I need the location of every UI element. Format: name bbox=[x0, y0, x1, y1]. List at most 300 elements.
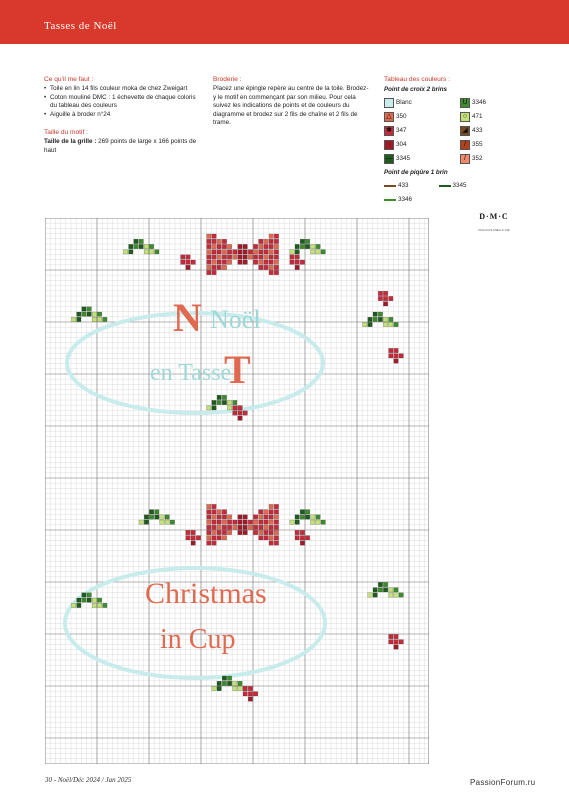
leaf-stitch bbox=[373, 588, 377, 592]
embroidery-column bbox=[213, 76, 369, 127]
leaf-stitch bbox=[378, 582, 382, 586]
leaf-stitch bbox=[77, 598, 81, 602]
swatch-row bbox=[384, 126, 460, 137]
bow-stitch bbox=[269, 265, 273, 269]
leaf-stitch bbox=[227, 400, 231, 404]
leaf-stitch bbox=[144, 520, 148, 524]
swatch-row bbox=[460, 154, 530, 165]
bow-stitch bbox=[207, 270, 211, 274]
bow-stitch bbox=[233, 525, 237, 529]
leaf-stitch bbox=[222, 676, 226, 680]
bow-stitch bbox=[212, 504, 216, 508]
leaf-stitch bbox=[212, 686, 216, 690]
swatch-label: 3345 bbox=[396, 155, 411, 163]
leaf-stitch bbox=[295, 244, 299, 248]
berry-stitch bbox=[295, 260, 299, 264]
leaf-stitch bbox=[71, 603, 75, 607]
bow-stitch bbox=[264, 260, 268, 264]
bow-stitch bbox=[222, 530, 226, 534]
bow-stitch bbox=[248, 525, 252, 529]
bow-stitch bbox=[259, 255, 263, 259]
berry-stitch bbox=[383, 291, 387, 295]
leaf-stitch bbox=[373, 312, 377, 316]
berry-stitch bbox=[191, 536, 195, 540]
berry-stitch bbox=[300, 260, 304, 264]
leaf-stitch bbox=[383, 588, 387, 592]
bow-stitch bbox=[207, 536, 211, 540]
bow-stitch bbox=[217, 520, 221, 524]
bow-stitch bbox=[217, 265, 221, 269]
light-green-swatch-icon: ○ bbox=[460, 112, 470, 122]
page-title: Tasses de Noël bbox=[44, 20, 117, 32]
bow-stitch bbox=[264, 250, 268, 254]
bow-stitch bbox=[269, 255, 273, 259]
berry-stitch bbox=[295, 255, 299, 259]
bow-stitch bbox=[212, 250, 216, 254]
berry-stitch bbox=[233, 411, 237, 415]
script-noel: Noël bbox=[210, 305, 261, 334]
leaf-stitch bbox=[155, 510, 159, 514]
chart-svg bbox=[45, 218, 429, 764]
berry-stitch bbox=[399, 640, 403, 644]
bow-stitch bbox=[207, 515, 211, 519]
bow-stitch bbox=[259, 260, 263, 264]
materials-column bbox=[44, 76, 204, 155]
leaf-stitch bbox=[92, 603, 96, 607]
berry-stitch bbox=[305, 536, 309, 540]
bow-stitch bbox=[222, 250, 226, 254]
berry-stitch bbox=[238, 411, 242, 415]
berry-stitch bbox=[248, 692, 252, 696]
bow-stitch bbox=[212, 515, 216, 519]
leaf-stitch bbox=[394, 593, 398, 597]
bow-stitch bbox=[212, 260, 216, 264]
leaf-stitch bbox=[103, 603, 107, 607]
bow-stitch bbox=[238, 255, 242, 259]
leaf-stitch bbox=[290, 520, 294, 524]
brown-swatch-icon: ◢ bbox=[460, 126, 470, 136]
bow-stitch bbox=[264, 536, 268, 540]
bow-stitch bbox=[269, 244, 273, 248]
bow-stitch bbox=[217, 260, 221, 264]
materials-title: Ce qu'il me faut : bbox=[44, 76, 94, 83]
coral-swatch-icon: △ bbox=[384, 112, 394, 122]
leaf-stitch bbox=[383, 582, 387, 586]
backstitch-row-1 bbox=[384, 180, 534, 191]
bow-stitch bbox=[264, 255, 268, 259]
bow-stitch bbox=[207, 510, 211, 514]
bow-stitch bbox=[207, 530, 211, 534]
bow-stitch bbox=[269, 234, 273, 238]
bow-stitch bbox=[217, 530, 221, 534]
embroidery-text: Placez une épingle repère au centre de la toile. Brodez-y le motif en commençant par son milieu. Pour cela suivez les indications de points et de couleurs du diagramme et brodez sur 2 fils de chaîne et 2 fils de trame. bbox=[213, 85, 369, 127]
bow-stitch bbox=[269, 504, 273, 508]
bow-stitch bbox=[243, 520, 247, 524]
leaf-stitch bbox=[316, 515, 320, 519]
bow-stitch bbox=[264, 510, 268, 514]
bow-stitch bbox=[274, 520, 278, 524]
leaf-stitch bbox=[97, 312, 101, 316]
dmc-logo bbox=[470, 212, 518, 238]
bow-stitch bbox=[222, 265, 226, 269]
bow-stitch bbox=[259, 530, 263, 534]
bow-stitch bbox=[259, 520, 263, 524]
berry-stitch bbox=[238, 416, 242, 420]
materials-item: • Aiguille à broder n°24 bbox=[44, 111, 204, 119]
script-christmas: Christmas bbox=[145, 577, 267, 610]
bow-stitch bbox=[217, 510, 221, 514]
bow-stitch bbox=[207, 525, 211, 529]
bow-stitch bbox=[253, 250, 257, 254]
leaf-stitch bbox=[71, 317, 75, 321]
bow-stitch bbox=[212, 239, 216, 243]
leaf-stitch bbox=[368, 593, 372, 597]
berry-stitch bbox=[248, 697, 252, 701]
berry-stitch bbox=[383, 302, 387, 306]
bow-stitch bbox=[243, 260, 247, 264]
bow-stitch bbox=[207, 255, 211, 259]
bow-stitch bbox=[227, 520, 231, 524]
bow-stitch bbox=[253, 260, 257, 264]
berry-stitch bbox=[233, 406, 237, 410]
bow-stitch bbox=[212, 510, 216, 514]
berry-stitch bbox=[238, 406, 242, 410]
cross-stitch-title: Point de croix 2 brins bbox=[384, 86, 447, 94]
bow-stitch bbox=[274, 239, 278, 243]
bow-stitch bbox=[217, 525, 221, 529]
bow-stitch bbox=[253, 515, 257, 519]
big-letter-n: N bbox=[173, 295, 202, 340]
leaf-stitch bbox=[77, 317, 81, 321]
leaf-stitch bbox=[300, 510, 304, 514]
leaf-stitch bbox=[321, 520, 325, 524]
leaf-stitch bbox=[378, 588, 382, 592]
leaf-stitch bbox=[378, 317, 382, 321]
leaf-stitch bbox=[139, 244, 143, 248]
leaf-stitch bbox=[389, 593, 393, 597]
grid-size-label: Taille de la grille : bbox=[44, 138, 97, 146]
leaf-stitch bbox=[233, 686, 237, 690]
bow-stitch bbox=[274, 250, 278, 254]
leaf-stitch bbox=[290, 250, 294, 254]
berry-stitch bbox=[394, 640, 398, 644]
leaf-stitch bbox=[368, 317, 372, 321]
berry-stitch bbox=[383, 296, 387, 300]
bow-stitch bbox=[207, 244, 211, 248]
leaf-stitch bbox=[389, 322, 393, 326]
bow-stitch bbox=[253, 525, 257, 529]
leaf-stitch bbox=[134, 239, 138, 243]
leaf-stitch bbox=[165, 520, 169, 524]
dark-green-swatch-icon: U bbox=[460, 98, 470, 108]
berry-stitch bbox=[243, 686, 247, 690]
backstitch-line bbox=[439, 185, 451, 187]
backstitch-label: 3345 bbox=[452, 181, 467, 189]
bow-stitch bbox=[212, 541, 216, 545]
leaf-stitch bbox=[82, 307, 86, 311]
bow-stitch bbox=[238, 244, 242, 248]
leaf-stitch bbox=[87, 598, 91, 602]
swatch-row bbox=[460, 98, 530, 109]
leaf-stitch bbox=[311, 244, 315, 248]
bow-stitch bbox=[269, 239, 273, 243]
bow-stitch bbox=[264, 265, 268, 269]
bow-stitch bbox=[227, 525, 231, 529]
berry-stitch bbox=[399, 354, 403, 358]
footer-issue: 30 - Noël/Déc 2024 / Jan 2025 bbox=[45, 776, 132, 784]
bow-stitch bbox=[227, 244, 231, 248]
leaf-stitch bbox=[305, 515, 309, 519]
berry-stitch bbox=[295, 536, 299, 540]
bow-stitch bbox=[274, 530, 278, 534]
bow-stitch bbox=[264, 239, 268, 243]
bow-stitch bbox=[264, 244, 268, 248]
leaf-stitch bbox=[97, 603, 101, 607]
leaf-stitch bbox=[92, 598, 96, 602]
berry-stitch bbox=[191, 530, 195, 534]
grid-size bbox=[44, 138, 204, 155]
bow-stitch bbox=[217, 244, 221, 248]
dark-red-swatch-icon: · bbox=[384, 140, 394, 150]
leaf-stitch bbox=[238, 681, 242, 685]
bow-stitch bbox=[238, 515, 242, 519]
leaf-stitch bbox=[129, 250, 133, 254]
bow-stitch bbox=[212, 525, 216, 529]
leaf-stitch bbox=[165, 515, 169, 519]
swatch-row bbox=[384, 112, 460, 123]
berry-stitch bbox=[196, 536, 200, 540]
leaf-stitch bbox=[222, 681, 226, 685]
bow-stitch bbox=[217, 250, 221, 254]
leaf-stitch bbox=[103, 317, 107, 321]
leaf-stitch bbox=[316, 244, 320, 248]
bow-stitch bbox=[212, 270, 216, 274]
big-letter-t: T bbox=[224, 347, 251, 392]
leaf-stitch bbox=[305, 510, 309, 514]
berry-stitch bbox=[300, 541, 304, 545]
swatch-label: 433 bbox=[472, 127, 483, 135]
backstitch-label: 3346 bbox=[398, 195, 413, 203]
berry-stitch bbox=[186, 536, 190, 540]
bow-stitch bbox=[259, 510, 263, 514]
bow-stitch bbox=[274, 510, 278, 514]
backstitch-title: Point de piqûre 1 brin bbox=[384, 168, 448, 176]
bow-stitch bbox=[217, 255, 221, 259]
bow-stitch bbox=[264, 525, 268, 529]
bow-stitch bbox=[253, 255, 257, 259]
bow-stitch bbox=[217, 239, 221, 243]
leaf-stitch bbox=[311, 515, 315, 519]
bow-stitch bbox=[233, 520, 237, 524]
bow-stitch bbox=[274, 536, 278, 540]
leaf-stitch bbox=[82, 312, 86, 316]
berry-stitch bbox=[290, 260, 294, 264]
leaf-stitch bbox=[300, 515, 304, 519]
leaf-stitch bbox=[77, 312, 81, 316]
berry-stitch bbox=[378, 296, 382, 300]
dmc-logo-text: D·M·C bbox=[479, 212, 509, 221]
salmon-swatch-icon: / bbox=[460, 154, 470, 164]
bow-stitch bbox=[222, 536, 226, 540]
backstitch-line bbox=[384, 199, 396, 201]
berry-stitch bbox=[295, 265, 299, 269]
bow-stitch bbox=[212, 244, 216, 248]
bow-stitch bbox=[274, 541, 278, 545]
swatch-label: 3346 bbox=[472, 99, 487, 107]
bow-stitch bbox=[274, 270, 278, 274]
red-swatch-icon: ✱ bbox=[384, 126, 394, 136]
berry-stitch bbox=[181, 260, 185, 264]
leaf-stitch bbox=[144, 244, 148, 248]
leaf-stitch bbox=[383, 317, 387, 321]
leaf-stitch bbox=[82, 593, 86, 597]
swatch-row bbox=[460, 126, 530, 137]
backstitch-item bbox=[439, 182, 467, 190]
berry-stitch bbox=[248, 686, 252, 690]
bow-stitch bbox=[253, 530, 257, 534]
bow-stitch bbox=[238, 520, 242, 524]
dmc-logo-tagline: DOLLFUS-MIEG & CIE bbox=[478, 228, 510, 232]
berry-stitch bbox=[394, 348, 398, 352]
leaf-stitch bbox=[383, 322, 387, 326]
bow-stitch bbox=[222, 244, 226, 248]
leaf-stitch bbox=[363, 322, 367, 326]
bow-stitch bbox=[264, 530, 268, 534]
berry-stitch bbox=[186, 260, 190, 264]
leaf-stitch bbox=[305, 239, 309, 243]
leaf-stitch bbox=[227, 681, 231, 685]
swatch-row bbox=[384, 140, 460, 151]
leaf-stitch bbox=[373, 317, 377, 321]
leaf-stitch bbox=[368, 322, 372, 326]
materials-list bbox=[44, 85, 204, 119]
bow-stitch bbox=[233, 255, 237, 259]
berry-stitch bbox=[389, 354, 393, 358]
bow-stitch bbox=[274, 265, 278, 269]
bow-stitch bbox=[274, 255, 278, 259]
bow-stitch bbox=[269, 510, 273, 514]
bow-stitch bbox=[217, 536, 221, 540]
bow-stitch bbox=[222, 515, 226, 519]
leaf-stitch bbox=[378, 312, 382, 316]
bow-stitch bbox=[269, 541, 273, 545]
leaf-stitch bbox=[149, 244, 153, 248]
embroidery-title: Broderie : bbox=[213, 76, 242, 83]
swatch-row bbox=[460, 112, 530, 123]
bow-stitch bbox=[207, 239, 211, 243]
leaf-stitch bbox=[399, 593, 403, 597]
bow-stitch bbox=[217, 515, 221, 519]
leaf-stitch bbox=[394, 322, 398, 326]
colors-column bbox=[384, 76, 534, 205]
bow-stitch bbox=[243, 250, 247, 254]
bow-stitch bbox=[264, 520, 268, 524]
bow-stitch bbox=[238, 250, 242, 254]
leaf-stitch bbox=[212, 406, 216, 410]
leaf-stitch bbox=[217, 686, 221, 690]
leaf-stitch bbox=[295, 250, 299, 254]
leaf-stitch bbox=[222, 395, 226, 399]
bow-stitch bbox=[222, 520, 226, 524]
bow-stitch bbox=[222, 255, 226, 259]
bow-stitch bbox=[207, 520, 211, 524]
leaf-stitch bbox=[300, 244, 304, 248]
leaf-stitch bbox=[389, 317, 393, 321]
leaf-stitch bbox=[160, 515, 164, 519]
swatch-grid bbox=[384, 98, 534, 165]
leaf-stitch bbox=[217, 400, 221, 404]
bow-stitch bbox=[212, 530, 216, 534]
bow-stitch bbox=[222, 510, 226, 514]
berry-stitch bbox=[295, 530, 299, 534]
berry-stitch bbox=[290, 255, 294, 259]
materials-item: • Coton mouliné DMC : 1 échevette de chaque coloris du tableau des couleurs bbox=[44, 94, 204, 111]
leaf-stitch bbox=[149, 250, 153, 254]
bow-stitch bbox=[243, 255, 247, 259]
bow-stitch bbox=[227, 260, 231, 264]
leaf-stitch bbox=[144, 515, 148, 519]
bow-stitch bbox=[238, 525, 242, 529]
leaf-stitch bbox=[87, 312, 91, 316]
swatch-label: Blanc bbox=[396, 99, 412, 107]
bow-stitch bbox=[212, 520, 216, 524]
bow-stitch bbox=[259, 525, 263, 529]
bow-stitch bbox=[212, 234, 216, 238]
berry-stitch bbox=[389, 348, 393, 352]
bow-stitch bbox=[238, 530, 242, 534]
bow-stitch bbox=[274, 260, 278, 264]
leaf-stitch bbox=[227, 676, 231, 680]
bow-stitch bbox=[274, 234, 278, 238]
berry-stitch bbox=[243, 692, 247, 696]
bow-stitch bbox=[212, 255, 216, 259]
bow-stitch bbox=[222, 525, 226, 529]
leaf-stitch bbox=[129, 244, 133, 248]
bow-stitch bbox=[259, 265, 263, 269]
bow-stitch bbox=[269, 260, 273, 264]
bow-stitch bbox=[212, 265, 216, 269]
bow-stitch bbox=[253, 244, 257, 248]
swatch-row bbox=[384, 154, 460, 165]
berry-stitch bbox=[389, 296, 393, 300]
bow-stitch bbox=[274, 244, 278, 248]
swatch-row bbox=[460, 140, 530, 151]
leaf-stitch bbox=[233, 400, 237, 404]
leaf-stitch bbox=[77, 603, 81, 607]
berry-stitch bbox=[191, 260, 195, 264]
bow-stitch bbox=[264, 515, 268, 519]
deep-green-swatch-icon: — bbox=[385, 155, 393, 163]
script-en-tasse: en Tasse bbox=[150, 360, 232, 386]
leaf-stitch bbox=[149, 515, 153, 519]
leaf-stitch bbox=[233, 681, 237, 685]
swatch-label: 355 bbox=[472, 141, 483, 149]
motif-title: Taille du motif : bbox=[44, 129, 88, 137]
leaf-stitch bbox=[207, 406, 211, 410]
berry-stitch bbox=[389, 640, 393, 644]
bow-stitch bbox=[243, 515, 247, 519]
bow-stitch bbox=[212, 536, 216, 540]
berry-stitch bbox=[186, 265, 190, 269]
swatch-label: 471 bbox=[472, 113, 483, 121]
backstitch-item bbox=[384, 182, 409, 190]
bow-stitch bbox=[274, 504, 278, 508]
bow-stitch bbox=[253, 520, 257, 524]
bow-stitch bbox=[227, 515, 231, 519]
bow-stitch bbox=[269, 515, 273, 519]
bow-stitch bbox=[269, 270, 273, 274]
bow-stitch bbox=[269, 250, 273, 254]
